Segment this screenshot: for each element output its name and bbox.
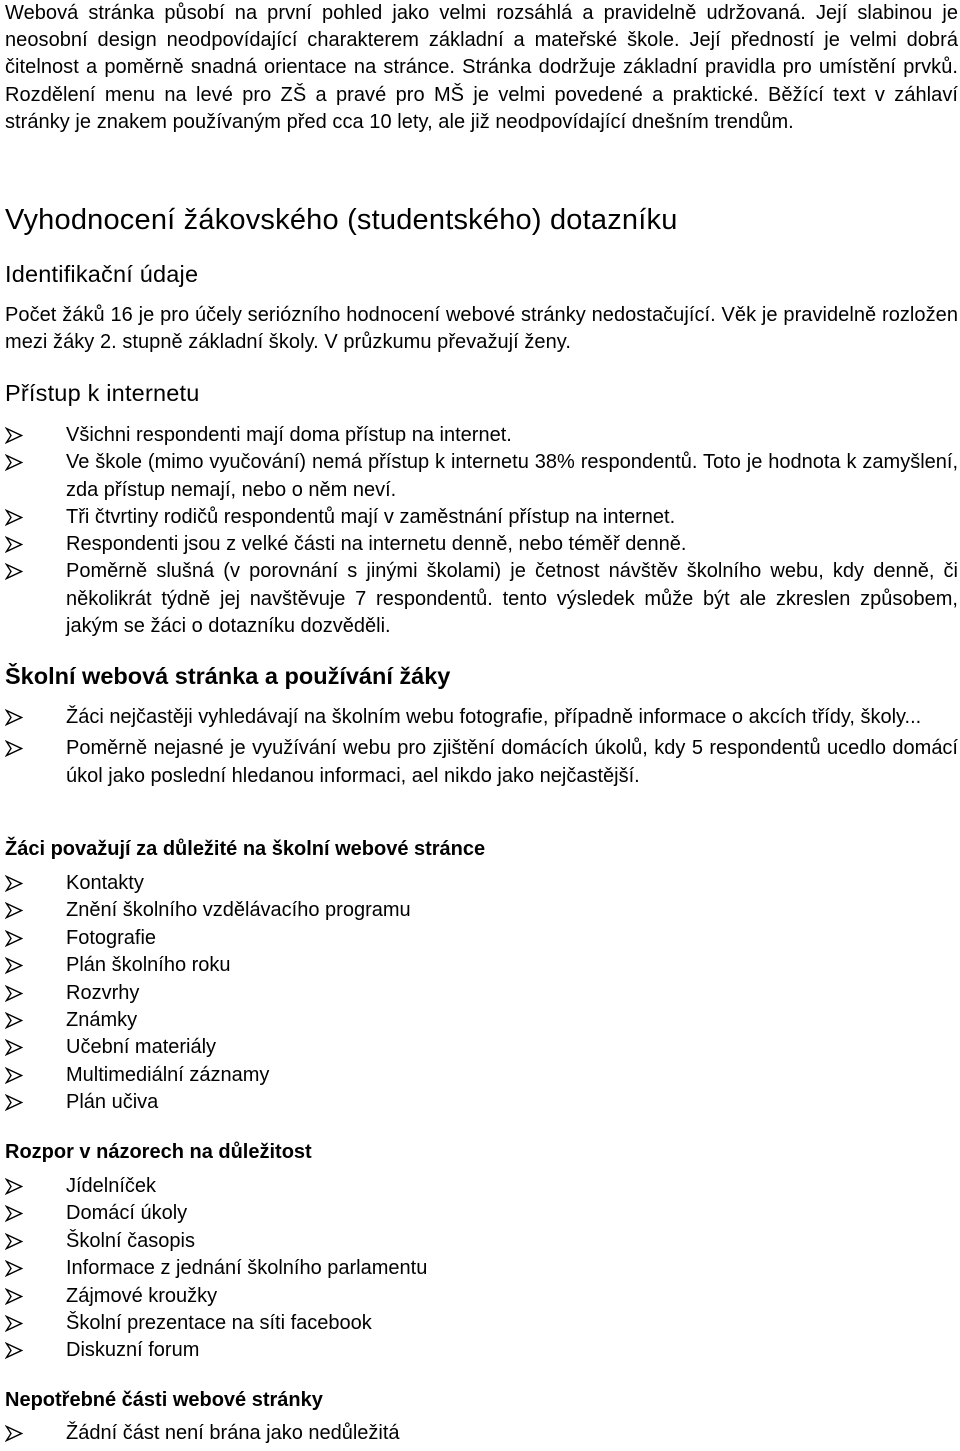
- section-ident-text: Počet žáků 16 je pro účely seriózního hodnocení webové stránky nedostačující. Věk je pravidelně rozložen mezi žáky 2. stupně základní školy. V průzkumu převažují ženy.: [5, 304, 958, 354]
- arrowhead-bullet-icon: [5, 563, 23, 580]
- list-item: Poměrně slušná (v porovnání s jinými školami) je četnost návštěv školního webu, kdy denně, či několikrát týdně jej navštěvuje 7 respondentů. tento výsledek může být ale zkreslen způsobem, jakým se žáci o dotazníku dozvěděli.: [5, 558, 958, 640]
- list-item: Respondenti jsou z velké části na internetu denně, nebo téměř denně.: [5, 531, 958, 558]
- list-item: Fotografie: [5, 925, 958, 952]
- arrowhead-bullet-icon: [5, 1094, 23, 1111]
- section-important-list: [5, 870, 958, 1117]
- arrowhead-bullet-icon: [5, 902, 23, 919]
- arrowhead-bullet-icon: [5, 454, 23, 471]
- section-internet-list: [5, 422, 958, 640]
- list-item: Multimediální záznamy: [5, 1062, 958, 1089]
- list-item: Školní časopis: [5, 1228, 958, 1255]
- list-item: Znění školního vzdělávacího programu: [5, 897, 958, 924]
- list-item: Diskuzní forum: [5, 1337, 958, 1364]
- arrowhead-bullet-icon: [5, 1288, 23, 1305]
- section-conflict-list: [5, 1173, 958, 1365]
- arrowhead-bullet-icon: [5, 1067, 23, 1084]
- list-item: Rozvrhy: [5, 980, 958, 1007]
- list-item: Známky: [5, 1007, 958, 1034]
- list-item: Ve škole (mimo vyučování) nemá přístup k internetu 38% respondentů. Toto je hodnota k zamyšlení, zda přístup nemají, nebo o něm neví.: [5, 449, 958, 504]
- section-web-use-heading: Školní webová stránka a používání žáky: [5, 663, 451, 689]
- list-item: Poměrně nejasné je využívání webu pro zjištění domácích úkolů, kdy 5 respondentů ucedlo domácí úkol jako poslední hledanou informaci, ael nikdo jako nejčastější.: [5, 735, 958, 790]
- list-item: Jídelníček: [5, 1173, 958, 1200]
- list-item: Plán učiva: [5, 1089, 958, 1116]
- list-item: Plán školního roku: [5, 952, 958, 979]
- arrowhead-bullet-icon: [5, 509, 23, 526]
- arrowhead-bullet-icon: [5, 1425, 23, 1442]
- list-item: Všichni respondenti mají doma přístup na internet.: [5, 422, 958, 449]
- arrowhead-bullet-icon: [5, 930, 23, 947]
- list-item: Učební materiály: [5, 1034, 958, 1061]
- list-item: Tři čtvrtiny rodičů respondentů mají v zaměstnání přístup na internet.: [5, 504, 958, 531]
- list-item: Školní prezentace na síti facebook: [5, 1310, 958, 1337]
- list-item: Kontakty: [5, 870, 958, 897]
- arrowhead-bullet-icon: [5, 985, 23, 1002]
- arrowhead-bullet-icon: [5, 1205, 23, 1222]
- arrowhead-bullet-icon: [5, 1260, 23, 1277]
- intro-paragraph: Webová stránka působí na první pohled jako velmi rozsáhlá a pravidelně udržovaná. Její slabinou je neosobní design neodpovídající charakterem základní a mateřské škole. Její předností je velmi dobrá čitelnost a poměrně snadná orientace na stránce. Stránka dodržuje základní pravidla pro umístění prvků. Rozdělení menu na levé pro ZŠ a pravé pro MŠ je velmi povedené a praktické. Běžící text v záhlaví stránky je znakem používaným před cca 10 lety, ale již neodpovídající dnešním trendům.: [5, 2, 958, 133]
- arrowhead-bullet-icon: [5, 427, 23, 444]
- list-item: Informace z jednání školního parlamentu: [5, 1255, 958, 1282]
- arrowhead-bullet-icon: [5, 1342, 23, 1359]
- section-unneeded-list: [5, 1420, 958, 1447]
- section-internet-heading: Přístup k internetu: [5, 380, 200, 406]
- arrowhead-bullet-icon: [5, 709, 23, 726]
- list-item: Žáci nejčastěji vyhledávají na školním webu fotografie, případně informace o akcích třídy, školy...: [5, 704, 958, 731]
- arrowhead-bullet-icon: [5, 536, 23, 553]
- main-heading: Vyhodnocení žákovského (studentského) dotazníku: [5, 204, 678, 236]
- section-important-heading: Žáci považují za důležité na školní webové stránce: [5, 838, 486, 860]
- list-item: Domácí úkoly: [5, 1200, 958, 1227]
- arrowhead-bullet-icon: [5, 875, 23, 892]
- arrowhead-bullet-icon: [5, 740, 23, 757]
- list-item: Zájmové kroužky: [5, 1283, 958, 1310]
- arrowhead-bullet-icon: [5, 1012, 23, 1029]
- arrowhead-bullet-icon: [5, 957, 23, 974]
- section-conflict-heading: Rozpor v názorech na důležitost: [5, 1141, 312, 1163]
- section-unneeded-heading: Nepotřebné části webové stránky: [5, 1389, 323, 1411]
- arrowhead-bullet-icon: [5, 1039, 23, 1056]
- list-item: Žádní část není brána jako nedůležitá: [5, 1420, 958, 1447]
- section-ident-heading: Identifikační údaje: [5, 261, 199, 287]
- arrowhead-bullet-icon: [5, 1315, 23, 1332]
- section-web-use-list: [5, 704, 958, 790]
- arrowhead-bullet-icon: [5, 1233, 23, 1250]
- arrowhead-bullet-icon: [5, 1178, 23, 1195]
